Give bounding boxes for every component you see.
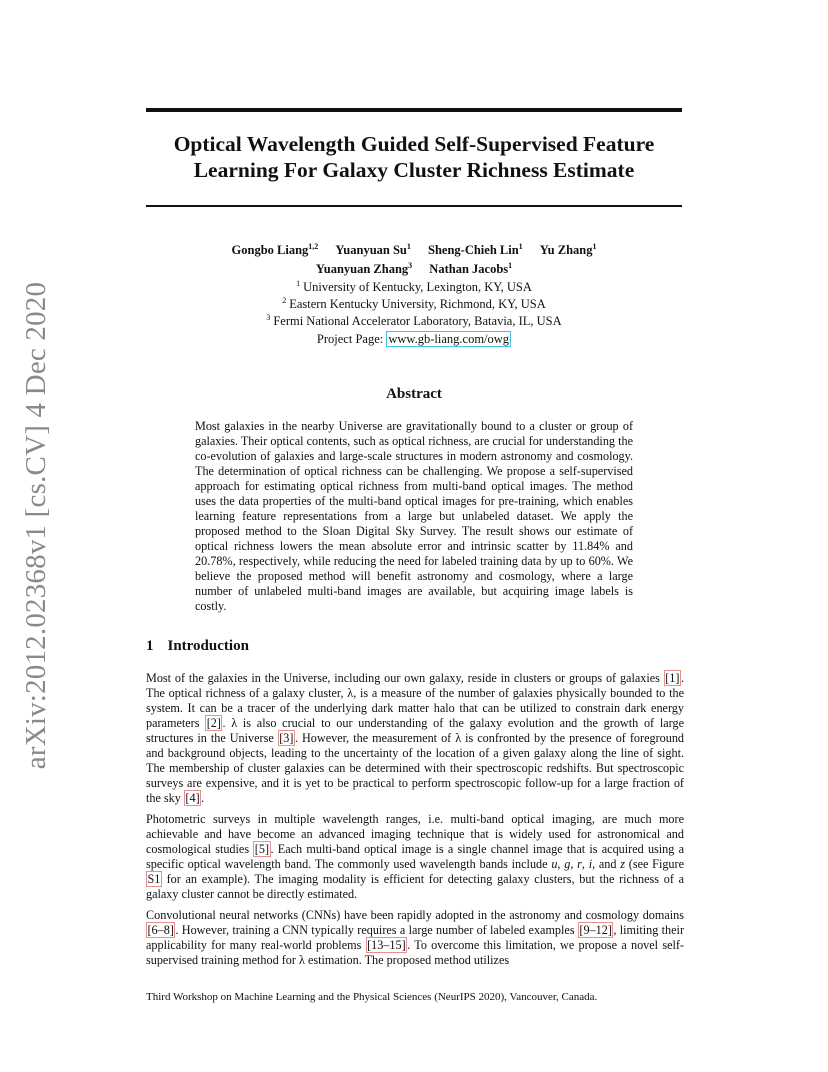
text-run: . λ is also crucial to our understanding of the galaxy evolution and the growth of large structures in the Universe	[146, 716, 684, 745]
author-line-2	[146, 260, 682, 279]
author-line-1	[146, 241, 682, 260]
project-page	[146, 332, 682, 347]
project-page-link[interactable]: www.gb-liang.com/owg	[388, 332, 510, 346]
author: Sheng-Chieh Lin$^1$	[428, 242, 523, 257]
author: Yu Zhang$^1$	[539, 242, 597, 257]
text-run: Most of the galaxies in the Universe, including our own galaxy, reside in clusters or groups of galaxies	[146, 671, 664, 685]
paragraph	[146, 812, 684, 902]
section-heading	[146, 638, 249, 655]
author-list	[146, 241, 682, 279]
paragraph	[146, 671, 684, 806]
paragraph	[146, 908, 684, 968]
band-name: i	[588, 857, 593, 871]
band-name: u	[551, 857, 558, 871]
band-name: r	[577, 857, 582, 871]
introduction-body	[146, 671, 684, 974]
paper-title-line-2: Learning For Galaxy Cluster Richness Estimate	[193, 158, 635, 182]
text-run: Photometric surveys in multiple wavelength ranges, i.e. multi-band optical imaging, are much more achievable and have become an advanced imaging technique that is widely used for astronomical and cosmological studies	[146, 812, 684, 856]
citation-link[interactable]: [1]	[665, 671, 680, 685]
affiliation: $^3$ Fermi National Accelerator Laboratory, Batavia, IL, USA	[266, 313, 562, 328]
text-run: , and	[592, 857, 621, 871]
band-name: z	[620, 857, 626, 871]
abstract-heading: Abstract	[386, 386, 442, 402]
affiliation: $^1$ University of Kentucky, Lexington, KY, USA	[296, 279, 532, 294]
citation-link[interactable]: [13–15]	[367, 938, 406, 952]
arxiv-sidebar	[17, 281, 57, 769]
citation-link[interactable]: [5]	[254, 842, 270, 856]
text-run: ,	[557, 857, 565, 871]
text-run: .	[201, 791, 205, 805]
text-run: . However, the measurement of λ is confronted by the presence of foreground and background objects, leading to the uncertainty of the location of a given galaxy along the line of sight. The membership of cluster galaxies can be determined with their spectroscopic redshifts. But spectroscopic surveys are expensive, and it is yet to be practical to perform spectroscopic follow-up for a large fraction of the sky	[146, 731, 685, 805]
text-run: . The optical richness of a galaxy cluster, λ, is a measure of the number of galaxies physically bounded to the system. It can be a tracer of the underlying dark matter halo that can be utilized to constrain dark energy parameters	[146, 671, 684, 730]
project-page-label: Project Page:	[316, 332, 387, 346]
paper-title	[146, 131, 682, 183]
text-run: ,	[581, 857, 589, 871]
band-name: g	[564, 857, 571, 871]
citation-link[interactable]: [2]	[206, 716, 221, 730]
section-title: Introduction	[167, 638, 249, 654]
citation-link[interactable]: [6–8]	[147, 923, 174, 937]
arxiv-identifier: arXiv:2012.02368v1 [cs.CV] 4 Dec 2020	[20, 281, 53, 769]
section-number: 1	[146, 638, 154, 654]
text-run: , limiting their applicability for many real-world problems	[146, 923, 685, 952]
text-run: (see Figure	[625, 857, 684, 871]
citation-link[interactable]: [3]	[279, 731, 294, 745]
affiliation-list	[146, 279, 682, 330]
author: Nathan Jacobs$^1$	[429, 261, 513, 276]
footer-note: Third Workshop on Machine Learning and the Physical Sciences (NeurIPS 2020), Vancouver, Canada.	[146, 991, 598, 1003]
text-run: Convolutional neural networks (CNNs) have been rapidly adopted in the astronomy and cosmology domains	[146, 908, 684, 922]
abstract-text: Most galaxies in the nearby Universe are gravitationally bound to a cluster or group of galaxies. Their optical contents, such as optical richness, are crucial for understanding the co-evolution of galaxies and large-scale structures in modern astronomy and cosmology. The determination of optical richness can be challenging. We propose a self-supervised approach for estimating optical richness from multi-band optical images. The method uses the data properties of the multi-band optical images for pre-training, which enables learning feature representations from a large but unlabeled dataset. We apply the proposed method to the Sloan Digital Sky Survey. The result shows our estimate of optical richness lowers the mean absolute error and intrinsic scatter by 11.84% and 20.78%, respectively, while reducing the need for labeled training data by up to 60%. We believe the proposed method will benefit astronomy and cosmology, where a large number of unlabeled multi-band images are available, but acquiring image labels is costly.	[195, 419, 633, 613]
title-bottom-rule	[146, 205, 682, 207]
paper-title-line-1: Optical Wavelength Guided Self-Supervised Feature	[173, 132, 655, 156]
author: Gongbo Liang$^{1,2}$	[231, 242, 319, 257]
text-run: ,	[570, 857, 578, 871]
title-top-rule	[146, 108, 682, 112]
text-run: for an example). The imaging modality is efficient for detecting galaxy clusters, but the richness of a galaxy cluster cannot be directly estimated.	[146, 872, 684, 901]
citation-link[interactable]: [9–12]	[579, 923, 612, 937]
affiliation: $^2$ Eastern Kentucky University, Richmond, KY, USA	[282, 296, 546, 311]
citation-link[interactable]: [4]	[185, 791, 200, 805]
text-run: . Each multi-band optical image is a single channel image that is acquired using a specific optical wavelength band. The commonly used wavelength bands include	[146, 842, 684, 871]
author: Yuanyuan Zhang$^3$	[315, 261, 413, 276]
text-run: . However, training a CNN typically requires a large number of labeled examples	[175, 923, 578, 937]
figure-link[interactable]: S1	[147, 872, 161, 886]
text-run: . To overcome this limitation, we propose a novel self-supervised training method for λ estimation. The proposed method utilizes	[146, 938, 684, 967]
author: Yuanyuan Su$^1$	[335, 242, 411, 257]
